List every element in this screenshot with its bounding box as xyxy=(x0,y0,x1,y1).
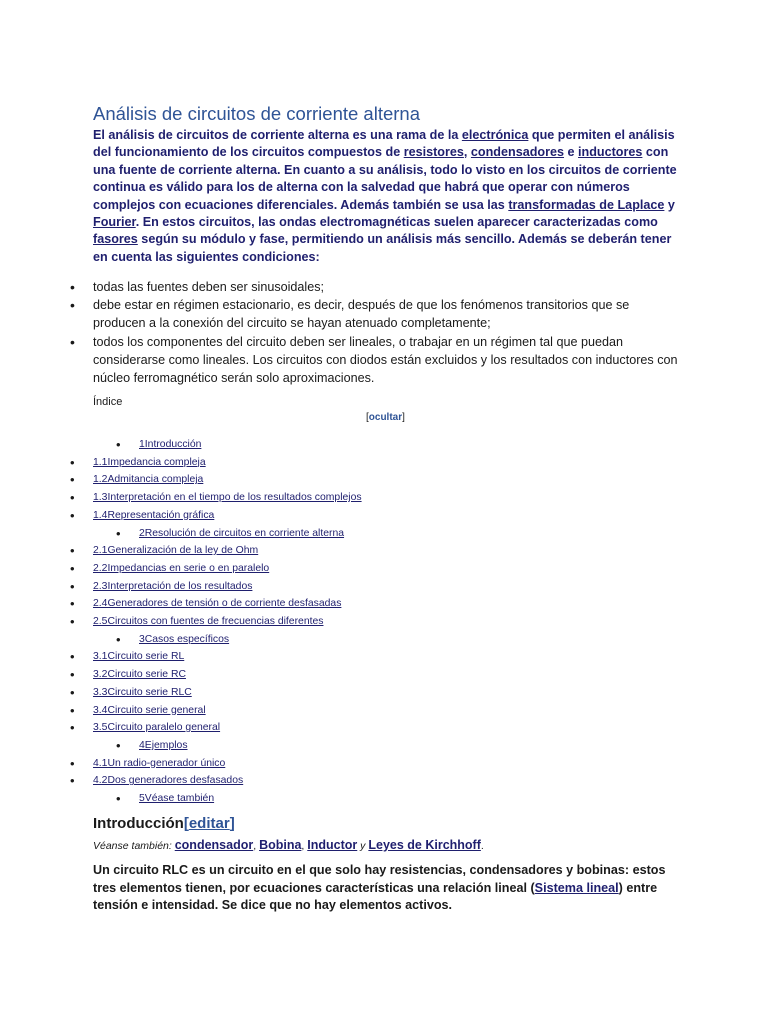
section-heading-introduccion: Introducción[editar] xyxy=(93,815,235,832)
toc-link[interactable]: 3.2Circuito serie RC xyxy=(93,669,186,681)
toc-item[interactable] xyxy=(70,454,570,472)
link-transformadas-laplace[interactable]: transformadas de Laplace xyxy=(508,197,665,212)
toc-link[interactable]: 1.4Representación gráfica xyxy=(93,509,215,521)
toc-item[interactable] xyxy=(70,737,570,755)
toc-item[interactable] xyxy=(70,595,570,613)
intro-text: y xyxy=(664,197,675,212)
link-sistema-lineal[interactable]: Sistema lineal xyxy=(534,880,619,895)
link-condensador[interactable]: condensador xyxy=(174,838,254,852)
toc-link[interactable]: 3.5Circuito paralelo general xyxy=(93,722,221,734)
toc-item[interactable] xyxy=(70,578,570,596)
toc-link[interactable]: 3.1Circuito serie RL xyxy=(93,651,185,663)
conditions-list xyxy=(70,278,680,387)
see-also-label: Véanse también: xyxy=(93,840,175,852)
toc-item[interactable] xyxy=(70,755,570,773)
toc-item[interactable] xyxy=(70,560,570,578)
link-inductor[interactable]: Inductor xyxy=(307,838,358,852)
index-label: Índice xyxy=(93,396,123,408)
toc-link[interactable]: 4.2Dos generadores desfasados xyxy=(93,775,244,787)
toc-item[interactable] xyxy=(70,702,570,720)
toc-link[interactable]: 2Resolución de circuitos en corriente alterna xyxy=(139,527,345,539)
link-condensadores[interactable]: condensadores xyxy=(470,145,565,160)
toc-link[interactable]: 2.5Circuitos con fuentes de frecuencias diferentes xyxy=(93,616,324,628)
toc-item[interactable] xyxy=(70,648,570,666)
intro-text: e xyxy=(564,145,579,160)
condition-item: • todos los componentes del circuito deben ser lineales, o trabajar en un régimen tal que puedan considerarse como lineales. Los circuitos con diodos están excluidos y los resultados con inductores con núcleo ferromagnético serán solo aproximaciones. xyxy=(70,333,680,388)
toc-item[interactable] xyxy=(70,790,570,808)
toc-link[interactable]: 3Casos específicos xyxy=(139,633,230,645)
link-fasores[interactable]: fasores xyxy=(93,232,138,247)
intro-text: según su módulo y fase, permitiendo un análisis más sencillo. Además se deberán tener en cuenta las siguientes condiciones: xyxy=(93,232,672,264)
rlc-paragraph: Un circuito RLC es un circuito en el que solo hay resistencias, condensadores y bobinas: estos tres elementos tienen, por ecuaciones características una relación lineal (Sistema lineal) entre tensión e intensidad. Se dice que no hay elementos activos. xyxy=(93,863,666,913)
toc-item[interactable] xyxy=(70,507,570,525)
see-also-line: Véanse también: condensador, Bobina, Inductor y Leyes de Kirchhoff. xyxy=(93,838,484,852)
toc-item[interactable] xyxy=(70,684,570,702)
toc-link[interactable]: 3.4Circuito serie general xyxy=(93,704,206,716)
intro-text: . En estos circuitos, las ondas electromagnéticas suelen aparecer caracterizadas como xyxy=(135,215,658,230)
intro-text: , xyxy=(463,145,471,160)
toc-item[interactable] xyxy=(70,436,570,454)
toc-item[interactable] xyxy=(70,666,570,684)
toc-item[interactable] xyxy=(70,631,570,649)
toc-link[interactable]: 2.1Generalización de la ley de Ohm xyxy=(93,545,259,557)
page-title: Análisis de circuitos de corriente alterna xyxy=(93,103,420,124)
toc-link[interactable]: 1.3Interpretación en el tiempo de los resultados complejos xyxy=(93,492,362,504)
toc-item[interactable] xyxy=(70,772,570,790)
toc-link[interactable]: 3.3Circuito serie RLC xyxy=(93,686,192,698)
link-leyes-kirchhoff[interactable]: Leyes de Kirchhoff xyxy=(368,838,481,852)
toc-link[interactable]: 2.3Interpretación de los resultados xyxy=(93,580,253,592)
intro-text: que permiten el análisis del funcionamiento de los circuitos compuestos de xyxy=(93,128,675,160)
toc-item[interactable] xyxy=(70,613,570,631)
toc-item[interactable] xyxy=(70,525,570,543)
toc-link[interactable]: 1.1Impedancia compleja xyxy=(93,456,206,468)
toc-link[interactable]: 4.1Un radio-generador único xyxy=(93,757,226,769)
toc-item[interactable] xyxy=(70,489,570,507)
toc-item[interactable] xyxy=(70,542,570,560)
toc-item[interactable] xyxy=(70,719,570,737)
hide-index-button[interactable]: ocultar xyxy=(368,412,403,423)
toc-link[interactable]: 4Ejemplos xyxy=(139,739,188,751)
link-fourier[interactable]: Fourier xyxy=(93,215,136,230)
table-of-contents xyxy=(70,436,570,808)
link-bobina[interactable]: Bobina xyxy=(259,838,302,852)
link-inductores[interactable]: inductores xyxy=(578,145,643,160)
intro-paragraph xyxy=(93,127,683,266)
toc-link[interactable]: 1.2Admitancia compleja xyxy=(93,474,204,486)
toc-link[interactable]: 2.2Impedancias en serie o en paralelo xyxy=(93,562,270,574)
toc-item[interactable] xyxy=(70,471,570,489)
link-resistores[interactable]: resistores xyxy=(403,145,464,160)
intro-text: El análisis de circuitos de corriente alterna es una rama de la xyxy=(93,128,462,142)
condition-item: • debe estar en régimen estacionario, es decir, después de que los fenómenos transitorios que se producen a la conexión del circuito se hayan atenuado completamente; xyxy=(70,296,680,332)
link-electronica[interactable]: electrónica xyxy=(461,128,529,142)
condition-item: • todas las fuentes deben ser sinusoidales; xyxy=(70,278,680,296)
toc-link[interactable]: 1Introducción xyxy=(139,439,202,450)
intro-text: con una fuente de corriente alterna. En cuanto a su análisis, todo lo visto en los circuitos de corriente continua es válido para los de alterna con la salvedad que habrá que operar con números complejos con ecuaciones diferenciales. Además también se usa las xyxy=(93,145,677,212)
toc-link[interactable]: 2.4Generadores de tensión o de corriente desfasadas xyxy=(93,598,342,610)
toc-link[interactable]: 5Véase también xyxy=(139,793,215,805)
index-toggle: [ocultar] xyxy=(366,412,405,423)
edit-section-link[interactable]: editar xyxy=(188,815,230,832)
